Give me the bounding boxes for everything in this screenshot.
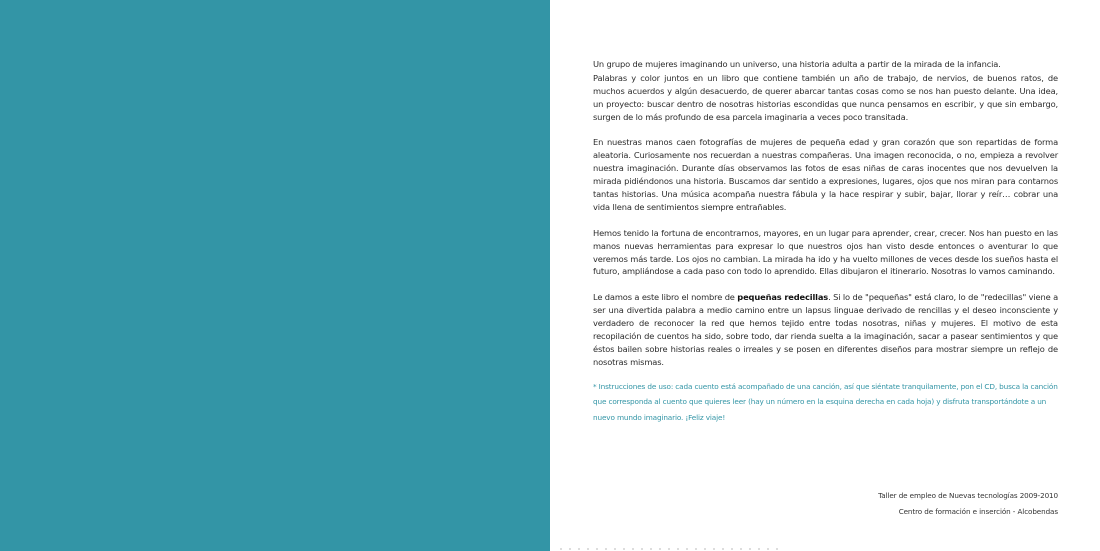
credits-line-1: Taller de empleo de Nuevas tecnologías 2009-2010 [878,491,1058,500]
paragraph-3: Hemos tenido la fortuna de encontrarnos, mayores, en un lugar para aprender, crear, crecer. Nos han puesto en las manos nuevas herramientas para expresar lo que nuestros ojos han visto desde entonces o aventurar lo que veremos más tarde. Los ojos no cambian. La mirada ha ido y ha vuelto millones de veces desde los sueños hasta el futuro, ampliándose a cada paso con todo lo aprendido. Ellas dibujaron el itinerario. Nosotras lo vamos caminando. [593,227,1058,277]
paragraph-4-end: . Si lo de "pequeñas" está claro, lo de "redecillas" viene a ser una divertida palabra a medio camino entre un lapsus linguae derivado de rencillas y el deseo inconsciente y verdadero de reconocer la red que hemos tejido entre todas nosotras, niñas y mujeres. El motivo de esta recopilación de cuentos ha sido, sobre todo, dar rienda suelta a la imaginación, sacar a pasear sentimientos y que éstos bailen sobre historias reales o irreales y se posen en diferentes diseños para mostrar siempre un reflejo de nosotras mismas. [593,292,1059,367]
credits-line-2: Centro de formación e inserción - Alcobendas [898,506,1058,516]
paragraph-2: En nuestras manos caen fotografías de mujeres de pequeña edad y gran corazón que son repartidas de forma aleatoria. Curiosamente nos recuerdan a nuestras compañeras. Una imagen reconocida, o no, empieza a revolver nuestra imaginación. Durante días observamos las fotos de esas niñas de caras inocentes que nos devuelven la mirada pidiéndonos una historia. Buscamos dar sentido a expresiones, lugares, ojos que nos miran para contarnos tantas historias. Una música acompaña nuestra fábula y la hace respirar y subir, bajar, llorar y reír… cobrar una vida llena de sentimientos siempre entrañables. [593,137,1058,212]
page-edge-marks [560,548,780,550]
intro-text [593,58,1058,438]
book-title-bold: pequeñas redecillas [737,292,829,303]
credits [878,488,1058,519]
paragraph-1-line-1: Un grupo de mujeres imaginando un universo, una historia adulta a partir de la mirada de la infancia. [593,59,1001,69]
usage-instructions: * Instrucciones de uso: cada cuento está acompañado de una canción, así que siéntate tranquilamente, pon el CD, busca la canción que corresponda al cuento que quieres leer (hay un número en la esquina derecha en cada hoja) y disfruta transportándote a un nuevo mundo imaginario. ¡Feliz viaje! [593,381,1058,422]
paragraph-1: Palabras y color juntos en un libro que contiene también un año de trabajo, de nervios, de buenos ratos, de muchos acuerdos y algún desacuerdo, de querer abarcar tantas cosas como se nos han puesto delante. Una idea, un proyecto: buscar dentro de nosotras historias escondidas que nunca pensamos en escribir, y que sin embargo, surgen de lo más profundo de esa parcela imaginaria a veces poco transitada. [593,72,1058,122]
paragraph-4-start: Le damos a este libro el nombre de [593,292,738,303]
paragraph-4 [593,291,1058,368]
text-page [550,0,1100,551]
